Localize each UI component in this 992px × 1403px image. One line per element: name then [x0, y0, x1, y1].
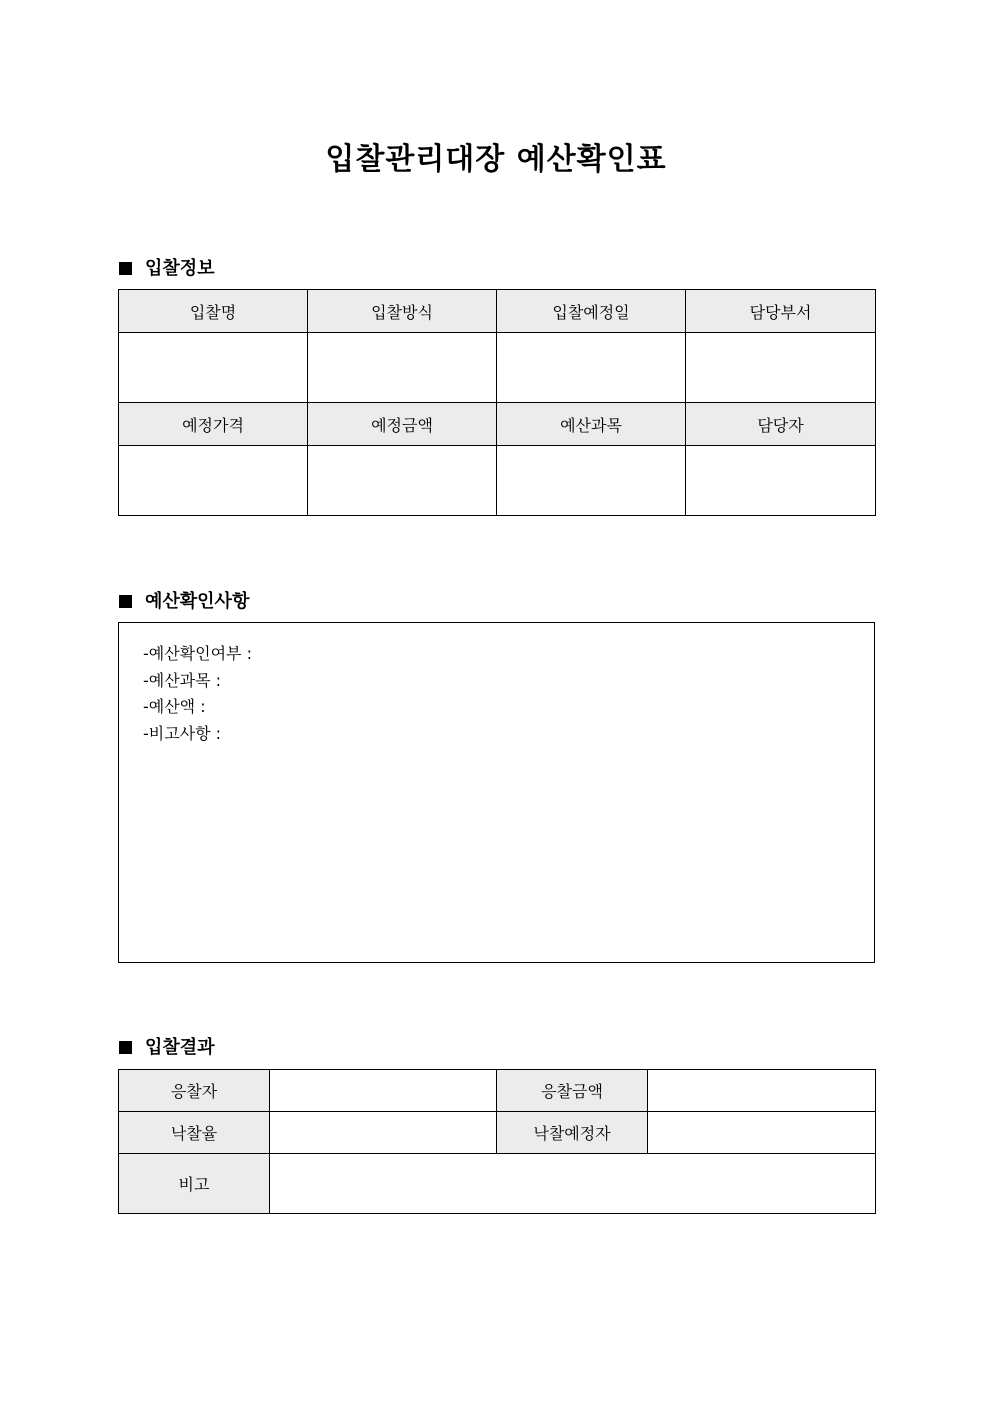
result-row-remarks	[119, 1154, 876, 1214]
value-row	[119, 333, 876, 403]
result-row	[119, 1070, 876, 1112]
cell-bid-method[interactable]	[308, 333, 497, 403]
label-remarks: 비고	[119, 1154, 270, 1214]
square-bullet-icon	[119, 595, 132, 608]
cell-bid-date[interactable]	[497, 333, 686, 403]
header-bid-name: 입찰명	[119, 290, 308, 333]
budget-check-box[interactable]	[118, 622, 875, 963]
cell-budget-item[interactable]	[497, 446, 686, 516]
cell-estimated-price[interactable]	[119, 446, 308, 516]
result-row	[119, 1112, 876, 1154]
label-bid-amount: 응찰금액	[497, 1070, 648, 1112]
section-heading-label: 입찰정보	[145, 258, 215, 279]
section-heading-label: 입찰결과	[145, 1037, 215, 1058]
header-bid-date: 입찰예정일	[497, 290, 686, 333]
section-heading-label: 예산확인사항	[145, 591, 250, 612]
budget-item-line: -예산과목 :	[143, 670, 222, 690]
page-title: 입찰관리대장 예산확인표	[325, 142, 667, 177]
label-bidder: 응찰자	[119, 1070, 270, 1112]
square-bullet-icon	[119, 1041, 132, 1054]
header-estimated-amount: 예정금액	[308, 403, 497, 446]
cell-expected-winner[interactable]	[648, 1112, 876, 1154]
header-estimated-price: 예정가격	[119, 403, 308, 446]
header-bid-method: 입찰방식	[308, 290, 497, 333]
bid-result-table	[118, 1069, 876, 1214]
section-heading-bid-result	[119, 1033, 215, 1059]
cell-person-in-charge[interactable]	[686, 446, 876, 516]
bid-info-table	[118, 289, 876, 516]
cell-award-rate[interactable]	[270, 1112, 497, 1154]
header-person-in-charge: 담당자	[686, 403, 876, 446]
square-bullet-icon	[119, 262, 132, 275]
cell-remarks[interactable]	[270, 1154, 876, 1214]
remarks-line: -비고사항 :	[143, 723, 222, 743]
cell-estimated-amount[interactable]	[308, 446, 497, 516]
header-row	[119, 290, 876, 333]
header-row	[119, 403, 876, 446]
header-department: 담당부서	[686, 290, 876, 333]
value-row	[119, 446, 876, 516]
header-budget-item: 예산과목	[497, 403, 686, 446]
cell-bid-amount[interactable]	[648, 1070, 876, 1112]
cell-bid-name[interactable]	[119, 333, 308, 403]
budget-confirmed-line: -예산확인여부 :	[143, 644, 252, 663]
label-award-rate: 낙찰율	[119, 1112, 270, 1154]
label-expected-winner: 낙찰예정자	[497, 1112, 648, 1154]
section-heading-budget-check	[119, 587, 249, 613]
budget-check-lines	[143, 641, 252, 747]
budget-amount-line: -예산액 :	[143, 697, 206, 716]
cell-bidder[interactable]	[270, 1070, 497, 1112]
cell-department[interactable]	[686, 333, 876, 403]
section-heading-bid-info	[119, 254, 215, 280]
